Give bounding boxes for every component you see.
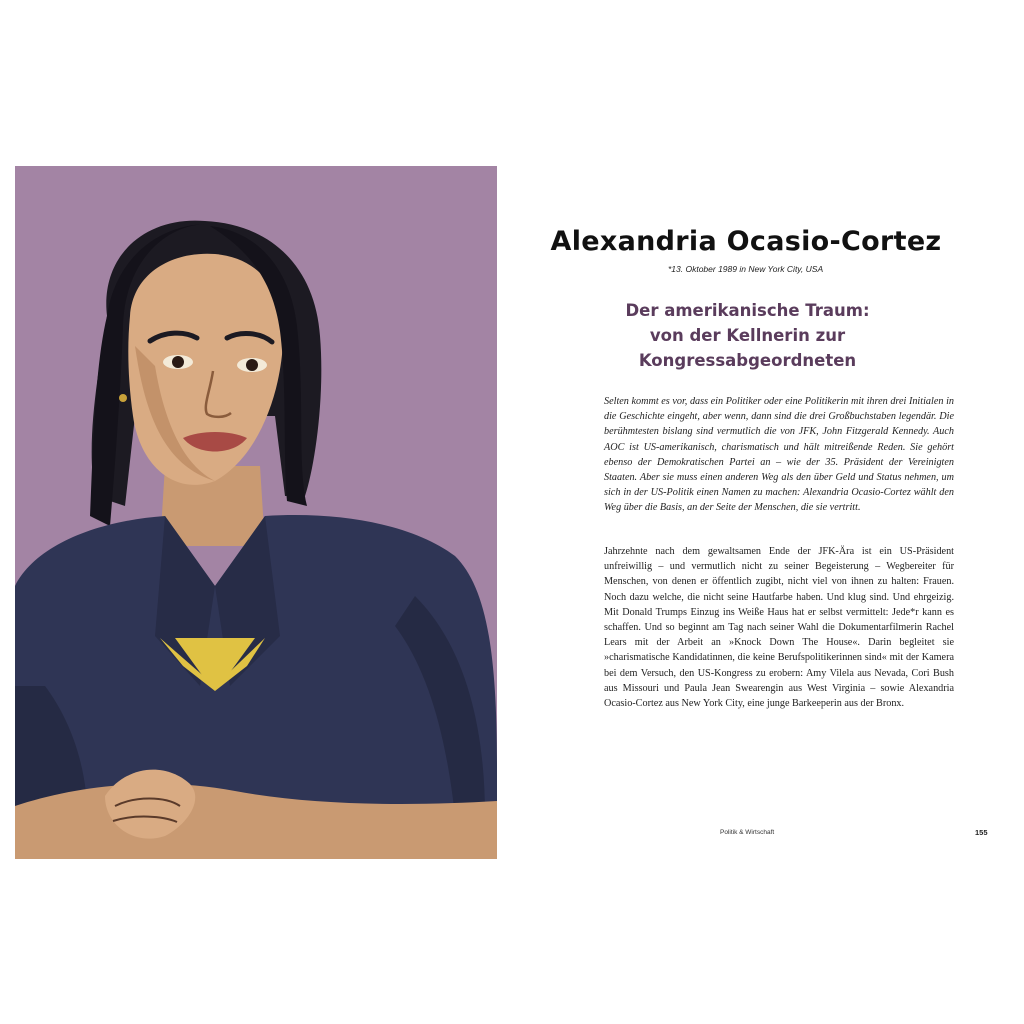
text-page <box>540 0 1024 1024</box>
chapter-subtitle <box>580 298 915 373</box>
subtitle-line-1: Der amerikanische Traum: <box>625 301 870 320</box>
person-name-heading: Alexandria Ocasio-Cortez <box>550 226 942 257</box>
portrait-illustration <box>15 166 497 859</box>
portrait-illustration-icon <box>15 166 497 859</box>
body-paragraph: Jahrzehnte nach dem gewaltsamen Ende der JFK-Ära ist ein US-Präsident unfreiwillig – und vermutlich nicht zu seiner Begeisterung – Wegbereiter für Menschen, von denen er öffentlich zugibt, nicht viel von ihnen zu halten: Frauen. Noch dazu welche, die nicht seine Hautfarbe haben. Und klug sind. Und ehrgeizig. Mit Donald Trumps Einzug ins Weiße Haus hat er selbst vermittelt: Jede*r kann es schaffen. Und so beginnt am Tag nach seiner Wahl die Dokumentarfilmerin Rachel Lears mit der Arbeit an »Knock Down The House«. Darin begleitet sie »charismatische Kandidatinnen, die keine Berufspolitikerinnen sind« mit der Kamera bei dem Versuch, den US-Kongress zu erobern: Amy Vilela aus Nevada, Cori Bush aus Missouri und Paula Jean Swearengin aus West Virginia – sowie Alexandria Ocasio-Cortez aus New York City, eine junge Barkeeperin aus der Bronx. <box>604 546 954 710</box>
footer-section-label: Politik & Wirtschaft <box>720 829 775 836</box>
intro-paragraph: Selten kommt es vor, dass ein Politiker oder eine Politikerin mit ihren drei Initialen in die Geschichte eingeht, aber wenn, dann sind die drei Großbuchstaben legendär. Die berühmtesten bislang sind vermutlich die von JFK, John Fitzgerald Kennedy. Auch AOC ist US-amerikanisch, charismatisch und hält mitreißende Reden. Sie gehört ebenso der Demokratischen Partei an – wie der 35. Präsident der Vereinigten Staaten. Aber sie muss einen anderen Weg als den über Geld und Status nehmen, um sich in der US-Politik einen Namen zu machen: Alexandria Ocasio-Cortez wählt den Weg über die Basis, an der Seite der Menschen, die sie vertritt. <box>604 396 954 514</box>
subtitle-line-3: Kongressabgeordneten <box>638 351 857 370</box>
page-number: 155 <box>975 828 988 837</box>
subtitle-line-2: von der Kellnerin zur <box>649 326 846 345</box>
birth-info: *13. Oktober 1989 in New York City, USA <box>668 264 824 274</box>
